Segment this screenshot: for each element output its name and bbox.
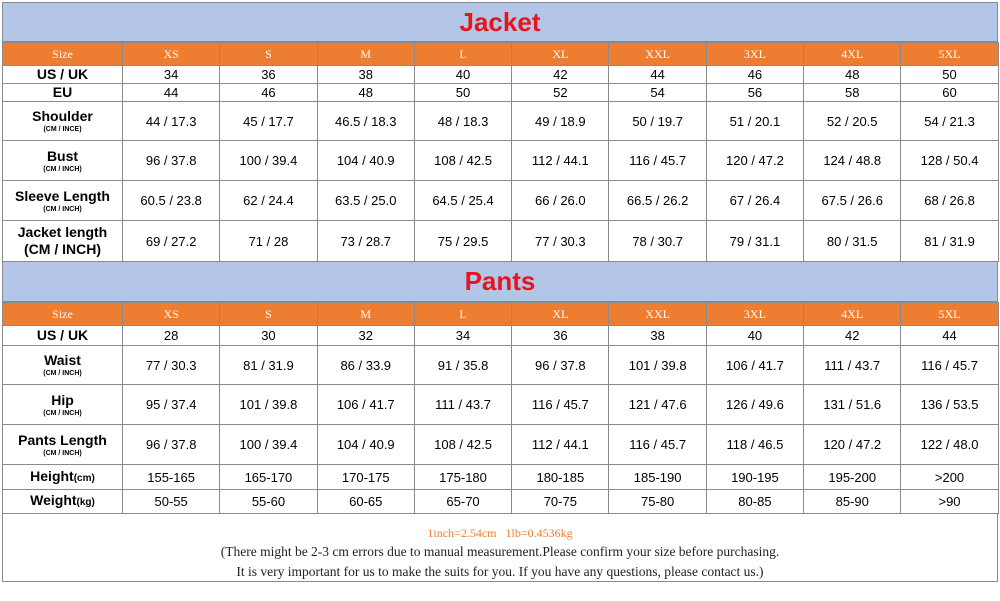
row-sublabel: (CM / INCH)	[43, 370, 82, 377]
size-header-xxl: XXL	[609, 43, 706, 66]
jacket-row-us-uk	[3, 66, 999, 84]
table-cell: 96 / 37.8	[512, 346, 609, 385]
table-cell: 42	[804, 326, 901, 346]
row-label-cell	[3, 221, 123, 262]
table-cell: 52	[512, 84, 609, 102]
table-cell: 111 / 43.7	[804, 346, 901, 385]
size-header-5xl: 5XL	[901, 43, 998, 66]
size-header-s: S	[220, 303, 317, 326]
table-cell: 131 / 51.6	[804, 385, 901, 425]
table-cell: 65-70	[414, 490, 511, 514]
row-label-cell	[3, 385, 123, 425]
table-cell: 66 / 26.0	[512, 181, 609, 221]
notes-box	[2, 514, 998, 582]
row-label: Hip	[51, 391, 74, 408]
size-header-m: M	[317, 303, 414, 326]
table-cell: 121 / 47.6	[609, 385, 706, 425]
pants-title-band	[2, 262, 998, 302]
table-cell: 112 / 44.1	[512, 141, 609, 181]
jacket-row-shoulder	[3, 102, 999, 141]
disclaimer-line-2: It is very important for us to make the suits for you. If you have any questions, please contact us.)	[236, 564, 764, 579]
row-label: Sleeve Length	[15, 187, 110, 204]
table-cell: 95 / 37.4	[123, 385, 220, 425]
table-cell: 71 / 28	[220, 221, 317, 262]
size-header-xs: XS	[123, 43, 220, 66]
table-cell: 54	[609, 84, 706, 102]
table-cell: 55-60	[220, 490, 317, 514]
row-label-cell	[3, 465, 123, 490]
table-cell: 64.5 / 25.4	[414, 181, 511, 221]
table-cell: 124 / 48.8	[804, 141, 901, 181]
table-cell: 170-175	[317, 465, 414, 490]
row-unit: (cm)	[73, 472, 95, 484]
size-header-xl: XL	[512, 43, 609, 66]
jacket-title: Jacket	[459, 6, 541, 37]
table-cell: 104 / 40.9	[317, 141, 414, 181]
table-cell: 80-85	[706, 490, 803, 514]
table-cell: >90	[901, 490, 998, 514]
size-header-5xl: 5XL	[901, 303, 998, 326]
table-cell: 104 / 40.9	[317, 425, 414, 465]
pants-row-us-uk	[3, 326, 999, 346]
table-cell: 54 / 21.3	[901, 102, 998, 141]
table-cell: 45 / 17.7	[220, 102, 317, 141]
table-cell: 42	[512, 66, 609, 84]
row-label-cell	[3, 181, 123, 221]
row-label: Shoulder	[32, 108, 93, 124]
table-cell: 48	[317, 84, 414, 102]
table-cell: 32	[317, 326, 414, 346]
size-header-label: Size	[3, 43, 123, 66]
table-cell: 126 / 49.6	[706, 385, 803, 425]
table-cell: 85-90	[804, 490, 901, 514]
table-cell: 91 / 35.8	[414, 346, 511, 385]
size-header-3xl: 3XL	[706, 303, 803, 326]
jacket-table	[2, 42, 999, 262]
table-cell: 185-190	[609, 465, 706, 490]
size-header-xxl: XXL	[609, 303, 706, 326]
size-header-3xl: 3XL	[706, 43, 803, 66]
size-header-4xl: 4XL	[804, 303, 901, 326]
table-cell: 96 / 37.8	[123, 425, 220, 465]
table-cell: 116 / 45.7	[512, 385, 609, 425]
row-label-cell	[3, 84, 123, 102]
table-cell: 48 / 18.3	[414, 102, 511, 141]
table-cell: 68 / 26.8	[901, 181, 998, 221]
table-cell: 78 / 30.7	[609, 221, 706, 262]
table-cell: 155-165	[123, 465, 220, 490]
table-cell: 112 / 44.1	[512, 425, 609, 465]
table-cell: 195-200	[804, 465, 901, 490]
row-sublabel: (CM / INCH)	[43, 165, 82, 173]
table-cell: 34	[414, 326, 511, 346]
table-cell: 136 / 53.5	[901, 385, 998, 425]
row-label: Pants Length	[18, 431, 107, 448]
table-cell: 44 / 17.3	[123, 102, 220, 141]
table-cell: 44	[123, 84, 220, 102]
table-cell: 86 / 33.9	[317, 346, 414, 385]
pants-row-hip	[3, 385, 999, 425]
table-cell: 36	[220, 66, 317, 84]
pants-row-waist	[3, 346, 999, 385]
row-label-cell	[3, 425, 123, 465]
table-cell: 77 / 30.3	[512, 221, 609, 262]
table-cell: 58	[804, 84, 901, 102]
table-cell: 118 / 46.5	[706, 425, 803, 465]
pants-size-row	[3, 303, 999, 326]
row-sublabel: (CM / INCH)	[43, 205, 82, 213]
row-sublabel: (CM / INCH)	[43, 449, 82, 457]
row-label: EU	[52, 84, 73, 100]
table-cell: 49 / 18.9	[512, 102, 609, 141]
table-cell: 100 / 39.4	[220, 425, 317, 465]
table-cell: 28	[123, 326, 220, 346]
table-cell: 62 / 24.4	[220, 181, 317, 221]
table-cell: 56	[706, 84, 803, 102]
row-label-cell	[3, 326, 123, 346]
row-label: Waist	[44, 352, 81, 368]
table-cell: 69 / 27.2	[123, 221, 220, 262]
table-cell: 60.5 / 23.8	[123, 181, 220, 221]
table-cell: 60	[901, 84, 998, 102]
table-cell: 50	[901, 66, 998, 84]
table-cell: 63.5 / 25.0	[317, 181, 414, 221]
table-cell: 67.5 / 26.6	[804, 181, 901, 221]
jacket-row-eu	[3, 84, 999, 102]
table-cell: 116 / 45.7	[609, 141, 706, 181]
table-cell: 40	[706, 326, 803, 346]
row-sublabel: (CM / INCE)	[43, 126, 82, 133]
table-cell: 120 / 47.2	[804, 425, 901, 465]
row-label: Jacket length	[17, 224, 108, 240]
table-cell: 128 / 50.4	[901, 141, 998, 181]
table-cell: 165-170	[220, 465, 317, 490]
table-cell: >200	[901, 465, 998, 490]
size-header-xs: XS	[123, 303, 220, 326]
table-cell: 96 / 37.8	[123, 141, 220, 181]
row-label: US / UK	[36, 66, 89, 82]
pants-table	[2, 302, 999, 514]
pants-row-height	[3, 465, 999, 490]
table-cell: 48	[804, 66, 901, 84]
row-label: US / UK	[36, 327, 89, 343]
table-cell: 34	[123, 66, 220, 84]
table-cell: 73 / 28.7	[317, 221, 414, 262]
size-header-s: S	[220, 43, 317, 66]
table-cell: 122 / 48.0	[901, 425, 998, 465]
jacket-row-bust	[3, 141, 999, 181]
table-cell: 101 / 39.8	[609, 346, 706, 385]
table-cell: 116 / 45.7	[609, 425, 706, 465]
table-cell: 106 / 41.7	[317, 385, 414, 425]
size-header-l: L	[414, 43, 511, 66]
size-header-xl: XL	[512, 303, 609, 326]
table-cell: 67 / 26.4	[706, 181, 803, 221]
row-label: Height	[30, 467, 74, 484]
size-header-label: Size	[3, 303, 123, 326]
jacket-row-jacket-length	[3, 221, 999, 262]
table-cell: 50-55	[123, 490, 220, 514]
row-label-cell	[3, 102, 123, 141]
jacket-row-sleeve-length	[3, 181, 999, 221]
table-cell: 79 / 31.1	[706, 221, 803, 262]
size-header-m: M	[317, 43, 414, 66]
table-cell: 50 / 19.7	[609, 102, 706, 141]
table-cell: 36	[512, 326, 609, 346]
table-cell: 180-185	[512, 465, 609, 490]
table-cell: 101 / 39.8	[220, 385, 317, 425]
table-cell: 100 / 39.4	[220, 141, 317, 181]
table-cell: 106 / 41.7	[706, 346, 803, 385]
table-cell: 51 / 20.1	[706, 102, 803, 141]
size-header-l: L	[414, 303, 511, 326]
table-cell: 44	[609, 66, 706, 84]
table-cell: 190-195	[706, 465, 803, 490]
pants-title: Pants	[464, 266, 536, 296]
table-cell: 75-80	[609, 490, 706, 514]
table-cell: 44	[901, 326, 998, 346]
row-label-cell	[3, 346, 123, 385]
row-label-cell	[3, 141, 123, 181]
table-cell: 38	[317, 66, 414, 84]
pants-row-weight	[3, 490, 999, 514]
row-sublabel: (CM / INCH)	[43, 409, 82, 417]
table-cell: 81 / 31.9	[901, 221, 998, 262]
table-cell: 46	[220, 84, 317, 102]
size-header-4xl: 4XL	[804, 43, 901, 66]
row-label-cell	[3, 490, 123, 514]
table-cell: 52 / 20.5	[804, 102, 901, 141]
table-cell: 46	[706, 66, 803, 84]
table-cell: 75 / 29.5	[414, 221, 511, 262]
row-label-cell	[3, 66, 123, 84]
table-cell: 108 / 42.5	[414, 425, 511, 465]
conversion-note: 1inch=2.54cm 1lb=0.4536kg	[427, 526, 573, 540]
table-cell: 66.5 / 26.2	[609, 181, 706, 221]
jacket-title-band	[2, 2, 998, 42]
size-chart	[2, 2, 998, 582]
table-cell: 60-65	[317, 490, 414, 514]
table-cell: 81 / 31.9	[220, 346, 317, 385]
table-cell: 30	[220, 326, 317, 346]
table-cell: 111 / 43.7	[414, 385, 511, 425]
jacket-size-row	[3, 43, 999, 66]
table-cell: 77 / 30.3	[123, 346, 220, 385]
table-cell: 120 / 47.2	[706, 141, 803, 181]
table-cell: 80 / 31.5	[804, 221, 901, 262]
table-cell: 38	[609, 326, 706, 346]
table-cell: 40	[414, 66, 511, 84]
row-label: Bust	[46, 147, 79, 164]
table-cell: 108 / 42.5	[414, 141, 511, 181]
table-cell: 46.5 / 18.3	[317, 102, 414, 141]
table-cell: 50	[414, 84, 511, 102]
table-cell: 175-180	[414, 465, 511, 490]
table-cell: 70-75	[512, 490, 609, 514]
row-unit: (kg)	[76, 497, 95, 508]
table-cell: 116 / 45.7	[901, 346, 998, 385]
row-label: Weight	[30, 492, 77, 508]
pants-row-pants-length	[3, 425, 999, 465]
disclaimer-line-1: (There might be 2-3 cm errors due to manual measurement.Please confirm your size before purchasing.	[220, 544, 780, 559]
row-label-units: (CM / INCH)	[24, 241, 101, 257]
